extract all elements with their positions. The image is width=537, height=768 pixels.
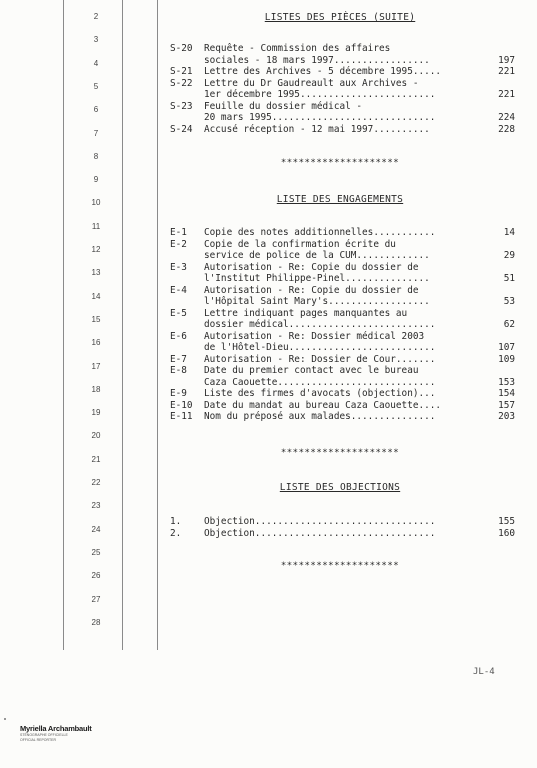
entry-page-number: 109 [498,353,515,365]
entry-text-line: Copie de la confirmation écrite du [204,238,396,250]
entry-code: S-21 [170,66,193,77]
entry-text-line: Autorisation - Re: Copie du dossier de [204,261,419,273]
entry-code: E-8 [170,365,187,376]
entry-page-number: 14 [503,227,515,238]
list-entry [170,516,515,528]
entry-page-number: 53 [503,296,515,307]
entry-page-number: 29 [503,250,515,261]
entry-code: E-3 [170,261,187,273]
line-number: 18 [91,384,101,394]
reporter-name: Myriella Archambault [20,724,92,733]
entry-code: 2. [170,527,182,539]
entry-page-number: 62 [503,319,515,330]
separator-3: ******************** [280,561,400,571]
list-entry [170,101,515,124]
entry-text-line: Objection................................ [204,527,436,539]
list-entry [170,400,515,412]
entry-page-number: 224 [498,112,515,123]
line-number: 17 [91,361,101,371]
entry-text-line: Date du mandat au bureau Caza Caouette.... [204,399,442,411]
entry-code: S-20 [170,43,193,54]
entry-text-line: Feuille du dossier médical - [204,100,363,112]
line-number: 7 [93,128,99,138]
line-number: 4 [93,58,99,68]
entry-code: E-7 [170,353,187,365]
entry-text-line: de l'Hôtel-Dieu.......................... [204,342,436,353]
entry-page-number: 203 [498,411,515,422]
line-number: 20 [91,431,101,441]
line-number: 8 [93,151,99,161]
page-code: JL-4 [473,667,495,677]
line-number: 19 [91,408,101,418]
entry-text-line: l'Institut Philippe-Pinel............... [204,273,430,284]
list-entry [170,365,515,388]
entry-page-number: 160 [498,527,515,539]
entry-text-line: service de police de la CUM............. [204,250,430,261]
entry-text-line: Accusé réception - 12 mai 1997.......... [204,123,430,135]
line-number: 25 [91,547,101,557]
entry-code: E-2 [170,238,187,250]
line-number: 10 [91,198,101,208]
list-entry [170,227,515,239]
list-entry [170,66,515,78]
entry-page-number: 154 [498,388,515,399]
reporter-subtitle-1: STÉNOGRAPHE OFFICIELLE [20,733,68,737]
entry-code: E-9 [170,388,187,399]
separator-1: ******************** [280,158,400,168]
line-number: 2 [93,12,99,21]
entry-text-line: Autorisation - Re: Dossier médical 2003 [204,330,425,342]
entry-text-line: Requête - Commission des affaires [204,43,391,54]
list-entry [170,528,515,540]
entry-code: E-5 [170,307,187,319]
list-entry [170,411,515,423]
speck-mark [4,718,6,720]
entry-code: E-1 [170,227,187,238]
entry-code: E-10 [170,399,193,411]
left-margin-line-3 [157,0,158,650]
line-number: 15 [91,314,101,324]
entry-page-number: 155 [498,516,515,527]
pieces-heading: LISTES DES PIÈCES (SUITE) [264,12,416,23]
list-entry [170,285,515,308]
entry-code: S-24 [170,123,193,135]
line-number: 24 [91,524,101,534]
separator-2: ******************** [280,448,400,458]
line-number: 14 [91,291,101,301]
entry-text-line: Autorisation - Re: Copie du dossier de [204,284,419,296]
entry-page-number: 221 [498,66,515,77]
list-entry [170,308,515,331]
left-margin-line-2 [122,0,123,650]
entry-text-line: Copie des notes additionnelles........... [204,227,436,238]
entry-text-line: Nom du préposé aux malades............... [204,411,436,422]
objections-heading: LISTE DES OBJECTIONS [279,482,401,493]
entry-text-line: l'Hôpital Saint Mary's.................. [204,296,430,307]
entry-text-line: 20 mars 1995............................. [204,112,436,123]
entry-text-line: Lettre indiquant pages manquantes au [204,307,408,319]
entry-code: S-23 [170,100,193,112]
list-entry [170,78,515,101]
entry-text-line: sociales - 18 mars 1997................. [204,54,430,66]
line-number: 21 [91,454,101,464]
entry-text-line: 1er décembre 1995........................ [204,89,436,100]
list-entry [170,388,515,400]
entry-text-line: Liste des firmes d'avocats (objection)... [204,388,436,399]
line-number: 13 [91,268,101,278]
list-entry [170,124,515,136]
entry-page-number: 51 [503,273,515,284]
line-number: 11 [91,221,101,231]
entry-text-line: Objection................................ [204,516,436,527]
list-entry [170,43,515,66]
entry-code: S-22 [170,77,193,89]
line-number: 6 [93,105,99,115]
entry-code: E-11 [170,411,193,422]
line-number: 16 [91,338,101,348]
entry-code: E-6 [170,330,187,342]
entry-page-number: 197 [498,54,515,66]
entry-text-line: Lettre du Dr Gaudreault aux Archives - [204,77,419,89]
list-entry [170,262,515,285]
list-entry [170,354,515,366]
entry-page-number: 157 [498,399,515,411]
entry-text-line: Lettre des Archives - 5 décembre 1995..... [204,66,442,77]
left-margin-line-1 [63,0,64,650]
line-number: 22 [91,478,101,487]
list-entry [170,239,515,262]
entry-code: E-4 [170,284,187,296]
entry-text-line: Date du premier contact avec le bureau [204,365,419,376]
line-number: 27 [91,594,101,604]
line-number: 26 [91,571,101,581]
entry-code: 1. [170,516,182,527]
list-entry [170,331,515,354]
line-number: 28 [91,617,101,627]
engagements-heading: LISTE DES ENGAGEMENTS [276,194,404,205]
line-number: 3 [93,35,99,45]
entry-page-number: 153 [498,376,515,388]
entry-page-number: 228 [498,123,515,135]
reporter-subtitle-2: OFFICIAL REPORTER [20,737,56,742]
entry-text-line: dossier médical.......................... [204,319,436,330]
line-number: 9 [93,175,99,185]
reporter-logo [20,724,120,742]
entry-text-line: Caza Caouette............................ [204,376,436,388]
line-number: 23 [91,501,101,511]
entry-page-number: 221 [498,89,515,100]
entry-text-line: Autorisation - Re: Dossier de Cour....... [204,353,436,365]
line-number: 5 [93,81,99,91]
entry-page-number: 107 [498,342,515,353]
line-number: 12 [91,245,101,254]
